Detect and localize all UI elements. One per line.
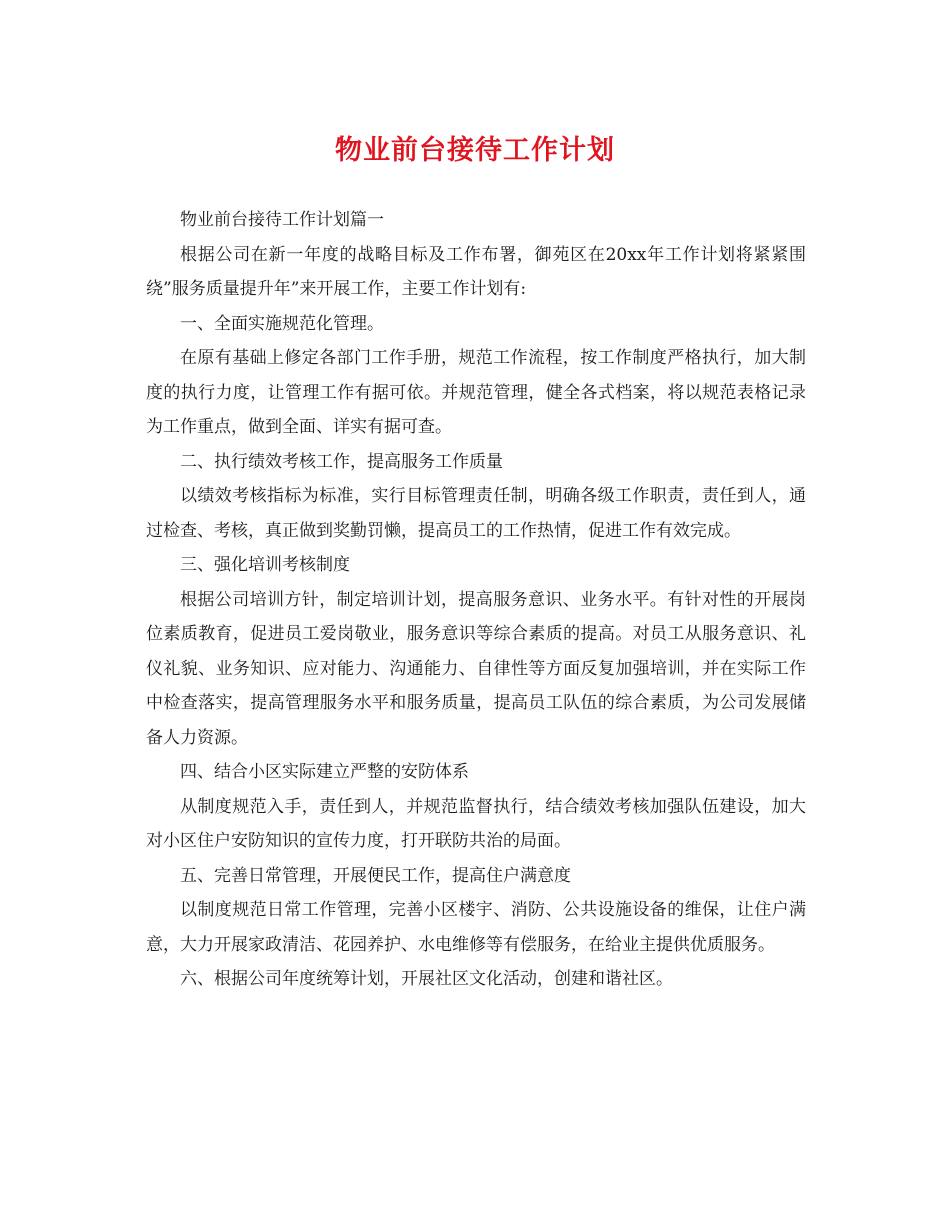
paragraph-body-2: 以绩效考核指标为标准，实行目标管理责任制，明确各级工作职责，责任到人，通过检查、考核，真正做到奖勤罚懒，提高员工的工作热情，促进工作有效完成。 bbox=[146, 486, 806, 541]
paragraph-heading-2: 二、执行绩效考核工作，提高服务工作质量 bbox=[180, 451, 503, 472]
paragraph-heading-3: 三、强化培训考核制度 bbox=[180, 555, 350, 575]
paragraph-section-heading: 物业前台接待工作计划篇一 bbox=[180, 210, 384, 230]
paragraph-heading-4: 四、结合小区实际建立严整的安防体系 bbox=[180, 762, 469, 782]
paragraph-heading-5: 五、完善日常管理，开展便民工作，提高住户满意度 bbox=[180, 865, 571, 886]
document-body bbox=[146, 203, 806, 997]
paragraph-body-1: 在原有基础上修定各部门工作手册，规范工作流程，按工作制度严格执行，加大制度的执行力度，让管理工作有据可依。并规范管理，健全各式档案，将以规范表格记录为工作重点，做到全面、详实有据可查。 bbox=[146, 348, 806, 437]
paragraph-heading-6: 六、根据公司年度统筹计划，开展社区文化活动，创建和谐社区。 bbox=[180, 969, 673, 989]
document-title: 物业前台接待工作计划 bbox=[335, 135, 615, 166]
paragraph-intro: 根据公司在新一年度的战略目标及工作布署，御苑区在20xx年工作计划将紧紧围绕”服务质量提升年”来开展工作，主要工作计划有: bbox=[146, 244, 806, 299]
paragraph-heading-1: 一、全面实施规范化管理。 bbox=[180, 313, 384, 334]
paragraph-body-3: 根据公司培训方针，制定培训计划，提高服务意识、业务水平。有针对性的开展岗位素质教育，促进员工爱岗敬业，服务意识等综合素质的提高。对员工从服务意识、礼仪礼貌、业务知识、应对能力、沟通能力、自律性等方面反复加强培训，并在实际工作中检查落实，提高管理服务水平和服务质量，提高员工队伍的综合素质，为公司发展储备人力资源。 bbox=[146, 589, 806, 748]
paragraph-body-4: 从制度规范入手，责任到人，并规范监督执行，结合绩效考核加强队伍建设，加大对小区住户安防知识的宣传力度，打开联防共治的局面。 bbox=[146, 796, 806, 851]
paragraph-body-5: 以制度规范日常工作管理，完善小区楼宇、消防、公共设施设备的维保，让住户满意，大力开展家政清洁、花园养护、水电维修等有偿服务，在给业主提供优质服务。 bbox=[146, 900, 806, 955]
